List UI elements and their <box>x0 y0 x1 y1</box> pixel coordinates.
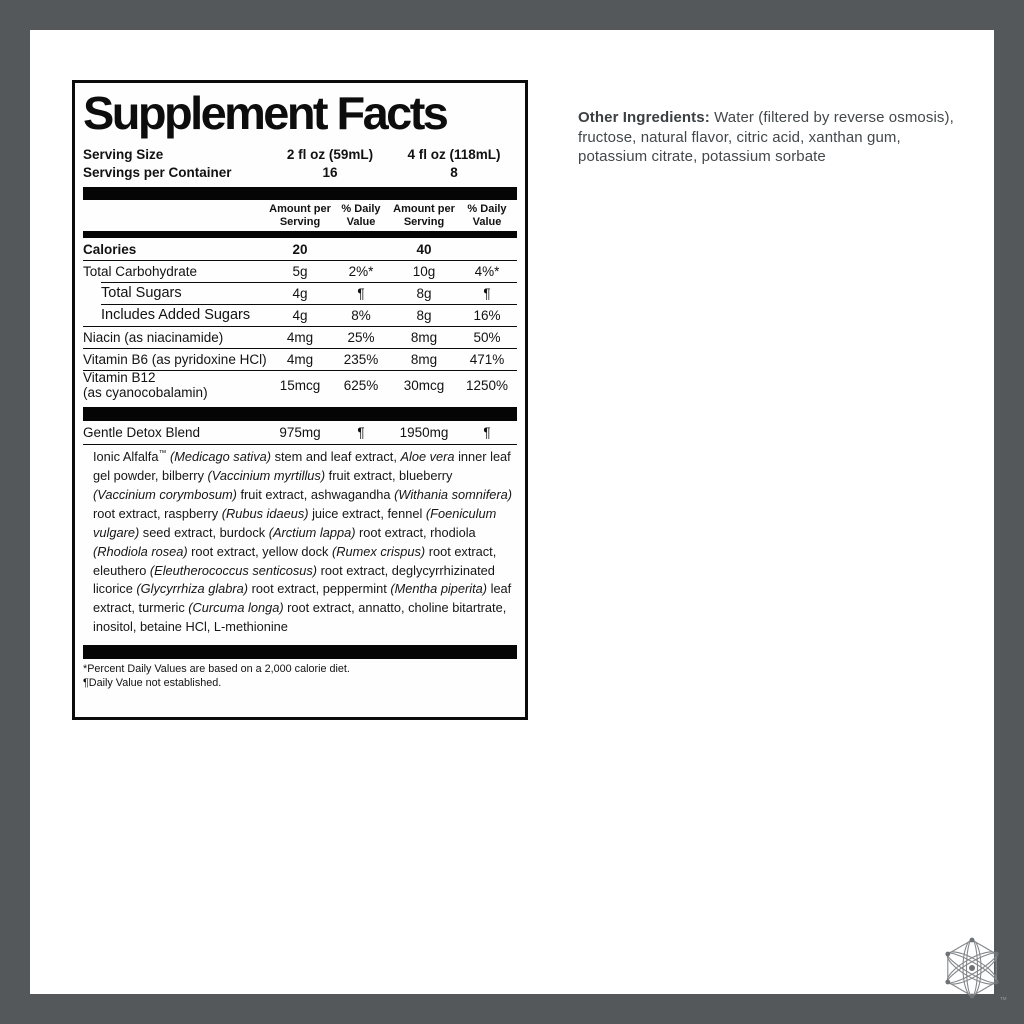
table-row <box>83 304 517 326</box>
nutrient-label: Calories <box>83 241 137 257</box>
nutrient-value: 235% <box>343 351 379 367</box>
nutrient-value: 25% <box>347 329 375 345</box>
serving-size-row <box>83 146 517 164</box>
table-row <box>83 421 517 443</box>
other-ingredients-text: Water (filtered by reverse osmosis), fructose, natural flavor, citric acid, xanthan gum, potassium citrate, potassium sorbate <box>578 109 954 165</box>
nutrient-value: 20 <box>292 241 308 257</box>
nutrient-value: ¶ <box>357 424 365 440</box>
nutrient-value: 2%* <box>348 263 374 279</box>
other-ingredients-paragraph <box>578 108 960 167</box>
footnotes <box>83 663 517 690</box>
nutrient-value: 4mg <box>286 351 314 367</box>
footnote-daily-values: *Percent Daily Values are based on a 2,000 calorie diet. <box>83 663 350 676</box>
nutrient-value: 4mg <box>286 329 314 345</box>
nutrient-label: Total Carbohydrate <box>83 263 198 279</box>
serving-size-value-1: 2 fl oz (59mL) <box>286 147 374 163</box>
serving-size-value-2: 4 fl oz (118mL) <box>407 147 501 163</box>
nutrient-value: 8mg <box>410 329 438 345</box>
supplement-facts-panel <box>72 80 528 720</box>
nutrient-value: 15mcg <box>279 377 321 393</box>
nutrient-value: 8mg <box>410 351 438 367</box>
nutrient-label: Vitamin B12 (as cyanocobalamin) <box>83 370 208 401</box>
nutrient-value: 5g <box>292 263 308 279</box>
servings-per-container-value-2: 8 <box>450 165 458 181</box>
nutrient-value: 1950mg <box>399 424 449 440</box>
table-row <box>83 282 517 304</box>
serving-block <box>83 146 517 182</box>
thick-divider-bar <box>83 187 517 200</box>
nutrient-value: ¶ <box>357 285 365 301</box>
nutrient-value: 40 <box>416 241 432 257</box>
nutrient-value: 4g <box>292 307 308 323</box>
nutrient-value: 4%* <box>474 263 500 279</box>
table-row <box>83 326 517 348</box>
table-row <box>83 260 517 282</box>
thick-divider-bar <box>83 407 517 421</box>
nutrient-label: Total Sugars <box>101 284 182 301</box>
nutrient-value: 4g <box>292 285 308 301</box>
nutrient-value: 8g <box>416 285 432 301</box>
table-row <box>83 370 517 403</box>
nutrient-value: 975mg <box>279 424 321 440</box>
header-daily-value-1: % Daily Value <box>341 203 381 228</box>
thick-divider-bar <box>83 645 517 659</box>
logo-trademark: TM <box>1000 996 1007 1001</box>
nutrient-label: Vitamin B6 (as pyridoxine HCl) <box>83 351 267 367</box>
hexagon-flower-logo-icon <box>940 936 1008 1004</box>
nutrient-value: 30mcg <box>403 377 445 393</box>
header-daily-value-2: % Daily Value <box>467 203 507 228</box>
serving-size-label: Serving Size <box>83 147 164 163</box>
nutrient-rows <box>83 238 517 443</box>
table-row <box>83 238 517 260</box>
footnote-not-established: ¶Daily Value not established. <box>83 676 222 689</box>
nutrient-value: 50% <box>473 329 501 345</box>
nutrient-label: Includes Added Sugars <box>101 306 251 323</box>
nutrient-value: 1250% <box>465 377 509 393</box>
nutrient-value: 8g <box>416 307 432 323</box>
table-row <box>83 348 517 370</box>
nutrient-value: 10g <box>412 263 436 279</box>
nutrient-value: 471% <box>469 351 505 367</box>
nutrient-label: Gentle Detox Blend <box>83 424 201 440</box>
column-headers <box>83 203 517 228</box>
panel-title: Supplement Facts <box>83 87 447 139</box>
nutrient-label: Niacin (as niacinamide) <box>83 329 224 345</box>
blend-description: Ionic Alfalfa™ (Medicago sativa) stem and leaf extract, Aloe vera inner leaf gel powder, bilberry (Vaccinium myrtillus) fruit extract, blueberry (Vaccinium corymbosum) fruit extract, ashwagandha (Withania somnifera) root extract, raspberry (Rubus idaeus) juice extract, fennel (Foeniculum vulgare) seed extract, burdock (Arctium lappa) root extract, rhodiola (Rhodiola rosea) root extract, yellow dock (Rumex crispus) root extract, eleuthero (Eleutherococcus senticosus) root extract, deglycyrrhizinated licorice (Glycyrrhiza glabra) root extract, peppermint (Mentha piperita) leaf extract, turmeric (Curcuma longa) root extract, annatto, choline bitartrate, inositol, betaine HCl, L-methionine <box>83 444 517 641</box>
nutrient-value: 8% <box>351 307 371 323</box>
nutrient-value: 625% <box>343 377 379 393</box>
nutrient-value: ¶ <box>483 424 491 440</box>
servings-per-container-label: Servings per Container <box>83 165 232 181</box>
medium-divider-bar <box>83 231 517 238</box>
nutrient-value: ¶ <box>483 285 491 301</box>
servings-per-container-row <box>83 164 517 182</box>
header-amount-per-serving-1: Amount per Serving <box>269 203 331 228</box>
nutrient-value: 16% <box>473 307 501 323</box>
other-ingredients-label: Other Ingredients: <box>578 109 710 126</box>
header-amount-per-serving-2: Amount per Serving <box>393 203 455 228</box>
page-background <box>30 30 1007 1001</box>
servings-per-container-value-1: 16 <box>322 165 338 181</box>
